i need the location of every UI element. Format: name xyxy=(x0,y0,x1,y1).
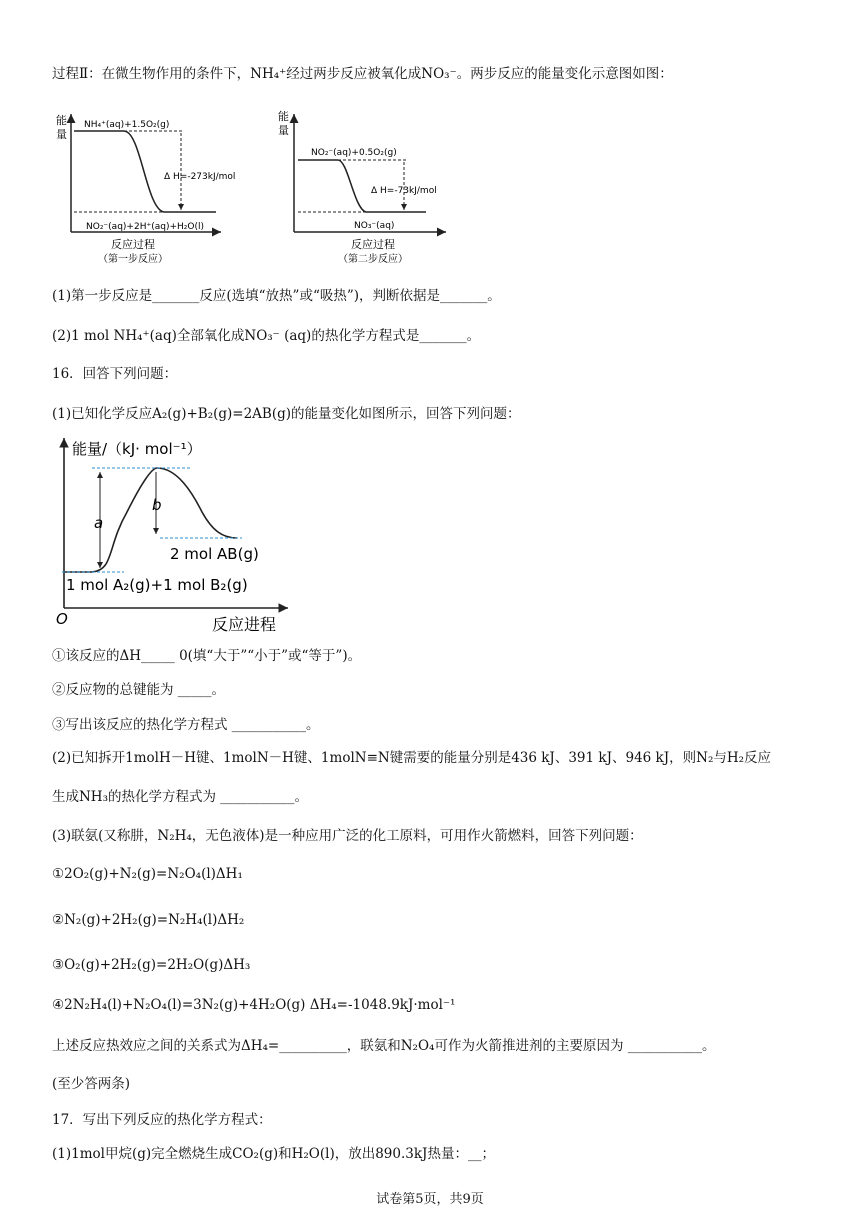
d3-a-label: a xyxy=(94,514,104,532)
q15-2: (2)1 mol NH₄⁺(aq)全部氧化成NO₃⁻ (aq)的热化学方程式是_______。 xyxy=(52,328,481,344)
q16-2-a: (2)已知拆开1molH－H键、1molN－H键、1molN≡N键需要的能量分别是436 kJ、391 kJ、946 kJ，则N₂与H₂反应 xyxy=(52,750,772,766)
d1-ylabel2: 量 xyxy=(56,128,67,141)
energy-diagram-step2 xyxy=(276,104,456,264)
q16-2-b: 生成NH₃的热化学方程式为 ___________。 xyxy=(52,789,309,805)
q17-title: 17．写出下列反应的热化学方程式： xyxy=(52,1112,272,1128)
energy-diagram-ab xyxy=(52,432,302,636)
d2-dh-label: Δ H=-73kJ/mol xyxy=(371,186,437,196)
q16-1-b: ②反应物的总键能为 _____。 xyxy=(52,682,226,698)
d1-top-label: NH₄⁺(aq)+1.5O₂(g) xyxy=(84,120,170,130)
d1-xlabel: 反应过程 xyxy=(111,238,155,251)
d1-caption: （第一步反应） xyxy=(98,254,168,264)
d3-ylabel: 能量/（kJ· mol⁻¹） xyxy=(72,440,202,458)
d1-ylabel1: 能 xyxy=(56,114,67,127)
d1-dh-label: Δ H=-273kJ/mol xyxy=(164,172,236,182)
d3-b-label: b xyxy=(152,496,162,514)
d3-reactant-label: 1 mol A₂(g)+1 mol B₂(g) xyxy=(66,576,248,594)
q16-3-eq2: ②N₂(g)+2H₂(g)=N₂H₄(l)ΔH₂ xyxy=(52,912,245,928)
d3-product-label: 2 mol AB(g) xyxy=(170,545,259,563)
d2-ylabel2: 量 xyxy=(278,124,289,137)
q15-1: (1)第一步反应是_______反应(选填“放热”或“吸热”)，判断依据是_______。 xyxy=(52,288,501,304)
q16-3-note: (至少答两条) xyxy=(52,1076,131,1092)
q16-1-c: ③写出该反应的热化学方程式 ___________。 xyxy=(52,717,320,733)
q16-1-intro: (1)已知化学反应A₂(g)+B₂(g)=2AB(g)的能量变化如图所示，回答下列问题： xyxy=(52,406,521,422)
q16-1-a: ①该反应的ΔH_____ 0(填“大于”“小于”或“等于”)。 xyxy=(52,648,362,664)
q16-3-eq4: ④2N₂H₄(l)+N₂O₄(l)=3N₂(g)+4H₂O(g) ΔH₄=-1048.9kJ·mol⁻¹ xyxy=(52,997,456,1013)
intro-line: 过程Ⅱ：在微生物作用的条件下，NH₄⁺经过两步反应被氧化成NO₃⁻。两步反应的能量变化示意图如图： xyxy=(52,66,673,82)
d3-xlabel: 反应进程 xyxy=(212,615,277,634)
energy-diagram-step1 xyxy=(56,104,256,264)
q16-3-intro: (3)联氨(又称肼，N₂H₄，无色液体)是一种应用广泛的化工原料，可用作火箭燃料，回答下列问题： xyxy=(52,828,643,844)
d2-top-label: NO₂⁻(aq)+0.5O₂(g) xyxy=(311,148,397,158)
q17-1: (1)1mol甲烷(g)完全燃烧生成CO₂(g)和H₂O(l)，放出890.3kJ热量：__； xyxy=(52,1146,495,1162)
d2-ylabel1: 能 xyxy=(278,110,289,123)
q16-3-eq1: ①2O₂(g)+N₂(g)=N₂O₄(l)ΔH₁ xyxy=(52,866,243,882)
q16-3-eq3: ③O₂(g)+2H₂(g)=2H₂O(g)ΔH₃ xyxy=(52,957,251,973)
page-footer: 试卷第5页，共9页 xyxy=(376,1192,484,1207)
q16-3-relation: 上述反应热效应之间的关系式为ΔH₄=__________，联氨和N₂O₄可作为火箭推进剂的主要原因为 ___________。 xyxy=(52,1038,716,1054)
d2-xlabel: 反应过程 xyxy=(351,238,395,251)
d2-bottom-label: NO₃⁻(aq) xyxy=(354,221,395,231)
d1-bottom-label: NO₂⁻(aq)+2H⁺(aq)+H₂O(l) xyxy=(86,222,204,232)
d3-origin: O xyxy=(56,610,68,628)
q16-title: 16．回答下列问题： xyxy=(52,366,178,382)
d2-caption: （第二步反应） xyxy=(338,254,408,264)
